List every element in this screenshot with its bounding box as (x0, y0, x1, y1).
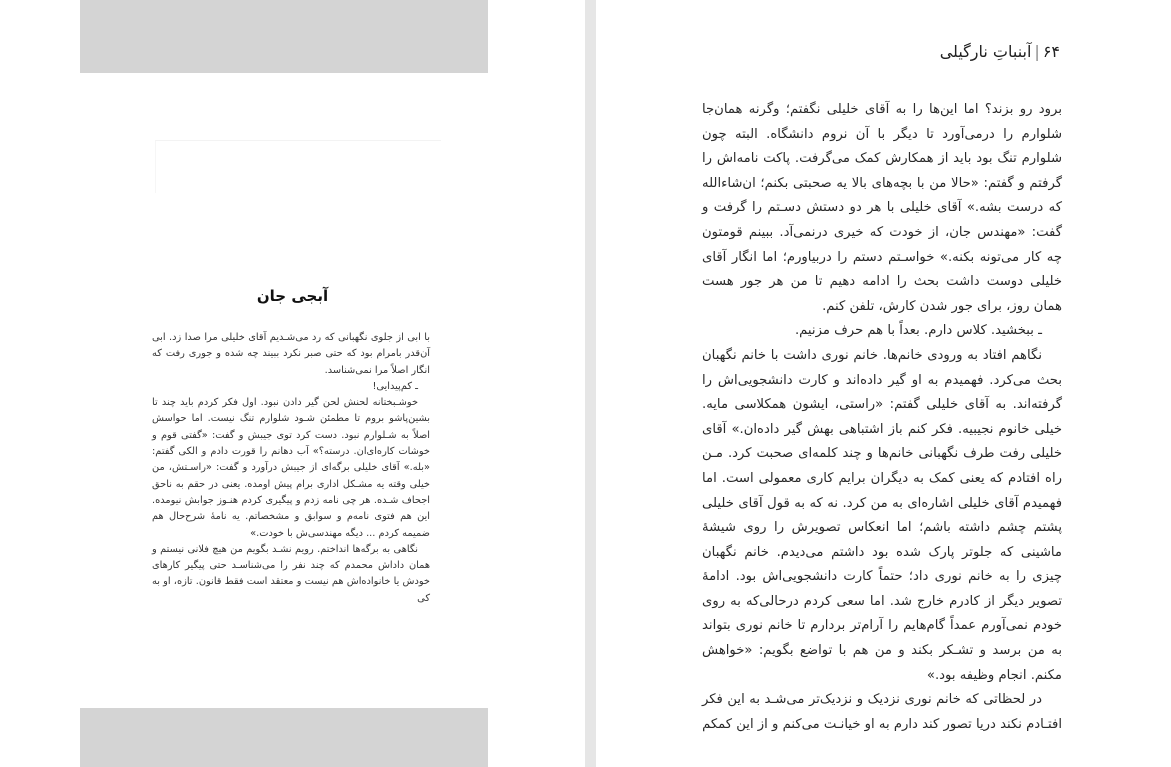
right-page-body (702, 98, 1062, 737)
paragraph: نگاهم افتاد به ورودی خانم‌ها. خانم نوری داشت با خانم نگهبان بحث می‌کرد. فهمیدم به او گیر داده‌اند و کارت دانشجویی‌اش را گرفته‌اند. به آقای خلیلی گفتم: «راستی، ایشون همکلاسی مایه. خیلی خانوم نجیبیه. فکر کنم باز اشتباهی بهش گیر داده‌ان.» آقای خلیلی رفت طرف نگهبانی خانم‌ها و چند کلمه‌ای صحبت کرد. مـن راه افتادم که یعنی کمک به دیگران برایم کاری معمولی است. اما فهمیدم آقای خلیلی اشاره‌ای به من کرد. نه که به قول آقای خلیلی پشتم چشم داشته باشم؛ اما انعکاس تصویرش را روی شیشهٔ ماشینی که جلوتر پارک شده بود داشتم می‌دیدم. خانم نگهبان چیزی را به خانم نوری داد؛ حتماً کارت دانشجویی‌اش بود. ادامهٔ تصویر دیگر از کادرم خارج شد. اما سعی کردم درحالی‌که به روی خودم نمی‌آورم عمداً گام‌هایم را آرام‌تر بردارم تا خانم نوری بتواند به من برسد و تشـکر بکند و من هم با تواضع بگویم: «خواهش مکنم. انجام وظیفه بود.» (702, 347, 1062, 683)
paragraph: خوشـبختانه لحنش لحن گیر دادن نبود. اول فکر کردم باید چند تا بشین‌پاشو بروم تا مطمئن شـود شلوارم تنگ نیست. اما حواسش اصلاً به شـلوارم نبود. دست کرد توی جیبش و گفت: «گفتی قوم و خوشات کاره‌ای‌ان. درسته؟» آب دهانم را قورت دادم و الکی گفتم: «بله.» آقای خلیلی برگه‌ای از جیبش درآورد و گفت: «راسـتش، من خیلی وقته یه مشـکل اداری برام پیش اومده. یعنی در حقم به ناحق اجحاف شـده. هر چی نامه زدم و پیگیری کردم هنـوز جوابش نیومده. این هم فتوی نامه‌م و سوابق و مشخصاتم. یه نامهٔ شرح‌حال هم ضمیمه کردم ... دیگه مهندسی‌ش با خودت.» (152, 397, 430, 539)
right-page (596, 0, 1171, 767)
paragraph: با ابی از جلوی نگهبانی که رد می‌شـدیم آقای خلیلی مرا صدا زد. ابی آن‌قدر بامرام بود که حتی صبر نکرد ببیند چه شده و جوری رفت که انگار اصلاً مرا نمی‌شناسد. (152, 332, 430, 376)
left-page (0, 0, 585, 767)
running-header (896, 42, 1060, 61)
placeholder-block-bottom (80, 708, 488, 767)
book-title: آبنباتِ نارگیلی (939, 42, 1032, 61)
left-page-body (152, 330, 430, 607)
page-divider (585, 0, 596, 767)
paragraph: ـ ببخشید. کلاس دارم. بعداً با هم حرف مزنیم. (794, 323, 1042, 339)
paragraph: نگاهی به برگه‌ها انداختم. رویم نشـد بگویم من هیچ فلانی نیستم و همان داداش محمدم که چند نفر را می‌شناسـد حتی پیگیر کارهای خودش یا خانواده‌اش هم نیست و معتقد است فقط قانون. تازه، او به کی (152, 543, 430, 604)
paragraph: برود رو بزند؟ اما این‌ها را به آقای خلیلی نگفتم؛ وگرنه همان‌جا شلوارم را درمی‌آورد تا دیگر با آن نروم دانشگاه. البته چون شلوارم تنگ بود باید از همکارش کمک می‌گرفت. پاکت نامه‌اش را گرفتم و گفتم: «حالا من با بچه‌های بالا یه صحبتی بکنم؛ ان‌شاءالله که درست بشه.» آقای خلیلی با هر دو دستش دسـتم را گرفت و گفت: «مهندس جان، از خودت که خیری درنمی‌آد. ببینم قومتون چه کار می‌تونه بکنه.» خواسـتم دستم را دربیاورم؛ اما انگار آقای خلیلی دوست داشت بحث را ادامه دهیم تا من هر جور هست همان روز، برای جور شدن کارش، تلفن کنم. (702, 102, 1062, 314)
paragraph: ـ کم‌پیدایی! (372, 380, 418, 392)
header-separator: | (1034, 42, 1040, 61)
decorative-frame (155, 140, 441, 193)
paragraph: در لحظاتی که خانم نوری نزدیک و نزدیک‌تر می‌شـد به این فکر افتـادم نکند دریا تصور کند دارم به او خیانـت می‌کنم و از این کمکم (702, 692, 1062, 732)
chapter-title: آبجی جان (256, 287, 329, 305)
placeholder-block-top (80, 0, 488, 73)
page-number: ۶۴ (1042, 42, 1060, 61)
